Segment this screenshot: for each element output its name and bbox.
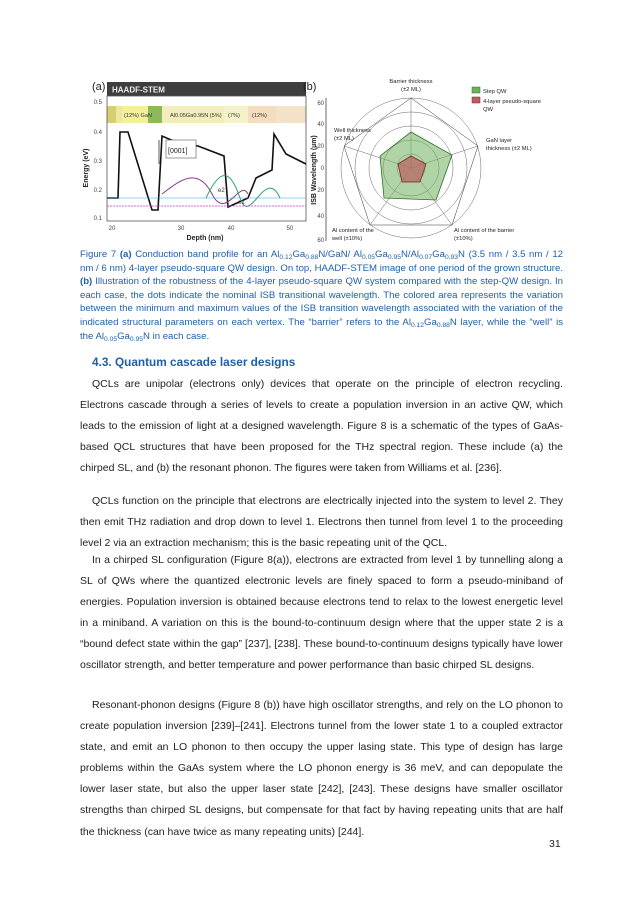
band-profile — [107, 132, 306, 210]
caption-sub: 0.05 — [361, 254, 376, 261]
vertex-barrier-thickness-range: (±2 ML) — [401, 87, 421, 93]
vertex-well-thickness: Well thickness — [334, 128, 371, 134]
caption-text: N (3.5 nm / 3.5 nm / 12 nm / 6 nm) 4-layer pseudo-square QW design. On top, HAADF-STEM image of one period of the grown structure. — [80, 249, 564, 274]
caption-sub: 0.93 — [444, 254, 459, 261]
layer-label-4: (12%) — [252, 113, 267, 119]
layer-label-2: Al0.05Ga0.95N (5%) — [170, 113, 222, 119]
panel-a-y-label: Energy (eV) — [83, 148, 90, 188]
caption-text: Illustration of the robustness of the 4-layer pseudo-square QW system compared with the step-QW design. In each case, the dots indicate the nominal ISB transitional wavelength. The colored area represents the variation between the minimum and maximum values of the ISB transition wavelength associated with the variation of the indicated structural parameters on each vertex. The “barrier” refers to the Al — [80, 276, 563, 328]
caption-sub: 0.88 — [305, 254, 319, 261]
vertex-al-barrier: Al content of the barrier — [454, 228, 515, 234]
legend-swatch-step — [472, 87, 480, 93]
vertex-well-thickness-range: (±2 ML) — [334, 136, 354, 142]
caption-text: Ga — [424, 316, 437, 328]
x-tick-50: 50 — [286, 226, 294, 232]
y-tick-0.1: 0.1 — [93, 216, 102, 222]
state-label-e1: e1 — [238, 200, 245, 206]
panel-b-label: (b) — [303, 81, 317, 93]
paragraph-3 — [80, 550, 563, 677]
caption-sub: 0.95 — [129, 335, 143, 343]
caption-sub: 0.88 — [436, 321, 450, 329]
layer-label-3: (7%) — [228, 113, 240, 119]
state-label-e2: e2 — [218, 188, 225, 194]
paragraph-4 — [80, 695, 563, 843]
x-tick-30: 30 — [177, 226, 185, 232]
paragraph-1 — [80, 374, 563, 479]
caption-text: Ga — [117, 330, 130, 342]
legend-pseudo-square: 4-layer pseudo-square — [483, 99, 542, 105]
caption-text: Ga — [292, 249, 306, 260]
vertex-al-well-range: well (±10%) — [332, 236, 363, 242]
caption-text: N layer, while the “well” is the Al — [80, 316, 563, 342]
panel-a-x-label: Depth (nm) — [186, 235, 224, 242]
r-tick-20-bottom: 20 — [317, 188, 324, 194]
caption-text: Conduction band profile for an Al — [135, 249, 280, 260]
legend-pseudo-square-2: QW — [483, 107, 493, 113]
vertex-gan-layer: GaN layer — [486, 138, 513, 144]
r-tick-40-bottom: 40 — [317, 214, 324, 220]
y-tick-0.5: 0.5 — [93, 100, 102, 106]
caption-sub: 0.05 — [104, 335, 118, 343]
vertex-gan-layer-range: thickness (±2 ML) — [486, 146, 532, 152]
r-tick-20-top: 20 — [317, 144, 324, 150]
panel-b-y-label: ISB Wavelength (µm) — [311, 135, 318, 205]
vertex-al-well: Al content of the — [332, 228, 374, 234]
r-tick-0: 0 — [320, 166, 324, 172]
caption-text: N/GaN/ Al — [318, 249, 362, 260]
caption-sub: 0.95 — [387, 254, 401, 261]
paragraph-2 — [80, 491, 563, 554]
figure-7 — [80, 70, 560, 245]
caption-text: N in each case. — [142, 330, 210, 342]
caption-text: Ga — [432, 249, 445, 260]
r-tick-60-bottom: 60 — [317, 238, 324, 244]
wavefunction-e2 — [162, 178, 248, 204]
legend-step-qw: Step QW — [483, 89, 507, 95]
y-tick-0.3: 0.3 — [93, 159, 102, 165]
page-number: 31 — [549, 838, 561, 850]
haadf-banner-text: HAADF-STEM — [112, 85, 165, 95]
caption-text: Ga — [375, 249, 388, 260]
panel-a-label: (a) — [92, 81, 106, 93]
r-tick-40-top: 40 — [317, 122, 324, 128]
paragraph-2-text: QCLs function on the principle that electrons are electrically injected into the system to level 2. They then emit THz radiation and drop down to level 1. Electrons then tunnel from level 1 to the proceeding level 2 via an extraction mechanism; this is the basic repeating unit of the QCL. — [80, 495, 563, 550]
caption-sub: 0.07 — [419, 254, 433, 261]
y-tick-0.4: 0.4 — [93, 130, 102, 136]
layer-label-1: (12%) GaN — [124, 113, 152, 119]
vertex-al-barrier-range: (±10%) — [454, 236, 473, 242]
vertex-barrier-thickness: Barrier thickness — [389, 79, 433, 85]
legend-swatch-pseudo — [472, 97, 480, 103]
x-tick-40: 40 — [227, 226, 235, 232]
caption-b-tag: (b) — [80, 276, 93, 288]
direction-label: [0001] — [168, 148, 188, 155]
section-heading: 4.3. Quantum cascade laser designs — [92, 355, 296, 369]
y-tick-0.2: 0.2 — [93, 188, 102, 194]
paragraph-4-text: Resonant-phonon designs (Figure 8 (b)) have high oscillator strengths, and rely on the LO phonon to create population inversion [239]–[241]. Electrons tunnel from the lower state 1 to a coupled extractor state, and emit an LO phonon to then occupy the upper lasing state. This type of design has large problems within the GaAs system where the LO phonon energy is 36 meV, and can depopulate the lower laser state, but also the upper laser state [242], [243]. These designs have smaller oscillator strengths than chirped SL designs, but compensate for that fact by having repeating units that are half the thickness (can have twice as many repeating units) [244]. — [80, 699, 563, 838]
paragraph-3-text: In a chirped SL configuration (Figure 8(a)), electrons are extracted from level 1 by tunnelling along a SL of QWs where the quantized electronic levels are finely spaced to form a pseudo-miniband of energies. Population inversion is obtained because electrons tend to relax to the lowest energetic level in a miniband. A variation on this is the bound-to-continuum design where that the upper state 2 is a “bound defect state within the gap” [237], [238]. These bound-to-continuum designs typically have lower oscillator strength, and better temperature and power performance than basic chirped SL designs. — [80, 554, 563, 672]
x-tick-20: 20 — [108, 226, 116, 232]
caption-a-tag: (a) — [119, 249, 132, 260]
caption-sub: 0.12 — [410, 321, 425, 329]
figure-7-graphic — [80, 70, 560, 245]
caption-text: N/Al — [400, 249, 420, 260]
r-tick-60-top: 60 — [317, 101, 324, 107]
caption-sub: 0.12 — [279, 254, 293, 261]
caption-fig-ref: Figure 7 — [80, 249, 117, 260]
figure-caption — [80, 248, 563, 343]
paragraph-1-text: QCLs are unipolar (electrons only) devices that operate on the principle of electron recycling. Electrons cascade through a series of levels to create a population inversion in an active QW, which leads to the emission of light at a designed wavelength. Figure 8 is a schematic of the types of GaAs-based QCL structures that have been proposed for the THz spectral region. These include (a) the chirped SL, and (b) the resonant phonon. The figures were taken from Williams et al. [236]. — [80, 378, 563, 475]
